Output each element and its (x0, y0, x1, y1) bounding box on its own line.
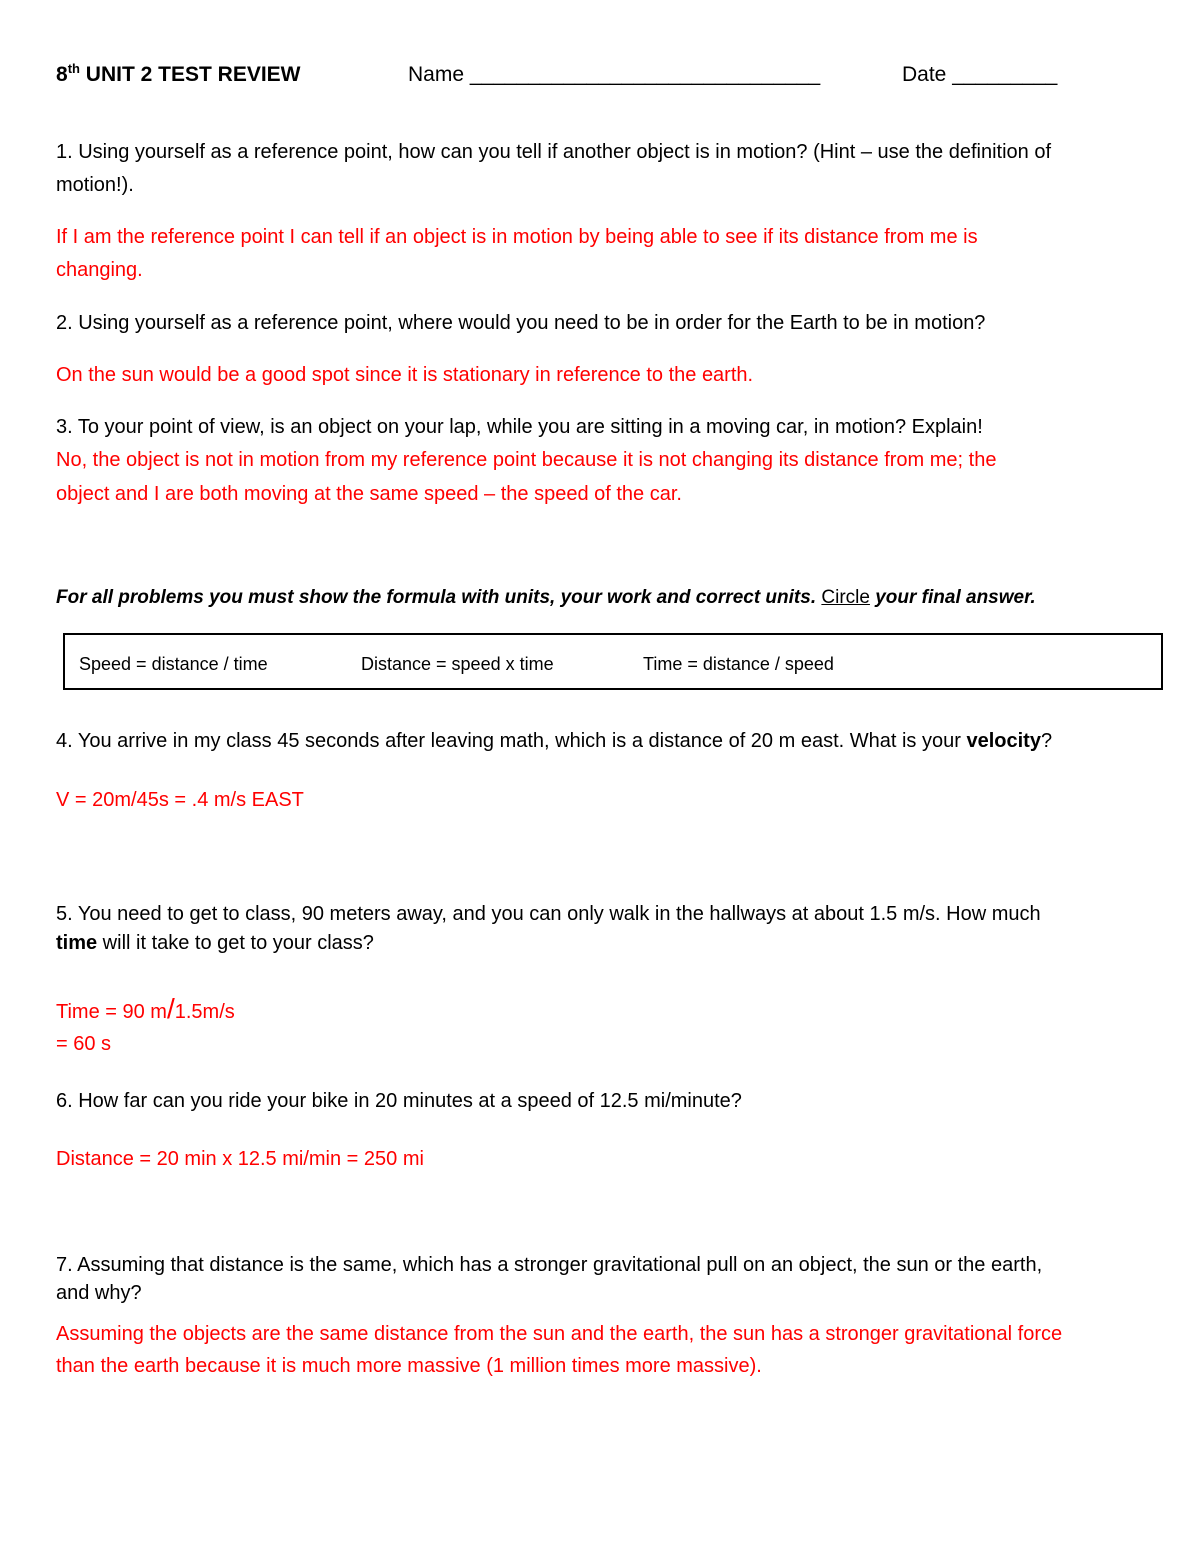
answer-5-part-1: Time = 90 m (56, 1001, 167, 1023)
date-field[interactable]: Date _________ (902, 63, 1058, 86)
question-4-text: 4. You arrive in my class 45 seconds after leaving math, which is a distance of 20 m east. What is your (56, 730, 967, 752)
answer-7-line-1: Assuming the objects are the same distance from the sun and the earth, the sun has a stronger gravitational force (56, 1323, 1063, 1345)
title-text: UNIT 2 TEST REVIEW (79, 63, 301, 86)
question-4 (56, 725, 1156, 758)
answer-1-line-2: changing. (56, 259, 143, 281)
question-7-line-2: and why? (56, 1282, 142, 1304)
question-6: 6. How far can you ride your bike in 20 minutes at a speed of 12.5 mi/minute? (56, 1090, 742, 1112)
page-title (56, 60, 301, 90)
question-4-end: ? (1040, 730, 1053, 752)
name-field[interactable]: Name ______________________________ (408, 63, 821, 86)
answer-3-line-1: No, the object is not in motion from my reference point because it is not changing its distance from me; the (56, 449, 997, 471)
question-5-line-1: 5. You need to get to class, 90 meters away, and you can only walk in the hallways at about 1.5 m/s. How much (56, 903, 1041, 925)
question-1-line-1: 1. Using yourself as a reference point, how can you tell if another object is in motion? (Hint – use the definition of (56, 141, 1051, 163)
instructions-part-1: For all problems you must show the formula with units, your work and correct units. (56, 587, 822, 608)
distance-formula: Distance = speed x time (361, 654, 554, 674)
answer-5-line-1 (56, 993, 1156, 1029)
answer-3-line-2: object and I are both moving at the same speed – the speed of the car. (56, 483, 682, 505)
answer-7-line-2: than the earth because it is much more massive (1 million times more massive). (56, 1355, 762, 1377)
question-5-line-2 (56, 927, 1156, 960)
question-1-line-2: motion!). (56, 174, 134, 196)
answer-1-line-1: If I am the reference point I can tell if an object is in motion by being able to see if its distance from me is (56, 226, 978, 248)
formula-box (63, 633, 1163, 690)
question-7-line-1: 7. Assuming that distance is the same, which has a stronger gravitational pull on an object, the sun or the earth, (56, 1254, 1043, 1276)
time-formula: Time = distance / speed (643, 654, 834, 674)
instructions (56, 583, 1036, 613)
grade-suffix: th (67, 61, 80, 76)
instructions-circle: Circle (821, 587, 870, 608)
question-5-line-2-text: will it take to get to your class? (97, 932, 374, 954)
answer-5-slash: / (166, 993, 175, 1024)
instructions-part-2: your final answer. (869, 587, 1036, 608)
question-5-keyword: time (56, 932, 98, 954)
answer-5-line-2: = 60 s (56, 1033, 112, 1055)
answer-4: V = 20m/45s = .4 m/s EAST (56, 789, 304, 811)
question-3: 3. To your point of view, is an object on your lap, while you are sitting in a moving car, in motion? Explain! (56, 416, 983, 438)
question-2: 2. Using yourself as a reference point, where would you need to be in order for the Earth to be in motion? (56, 312, 986, 334)
answer-6: Distance = 20 min x 12.5 mi/min = 250 mi (56, 1148, 424, 1170)
answer-5-part-2: 1.5m/s (174, 1001, 235, 1023)
grade-number: 8 (56, 63, 68, 86)
speed-formula: Speed = distance / time (79, 654, 268, 674)
question-4-keyword: velocity (966, 730, 1041, 752)
answer-2: On the sun would be a good spot since it is stationary in reference to the earth. (56, 364, 754, 386)
